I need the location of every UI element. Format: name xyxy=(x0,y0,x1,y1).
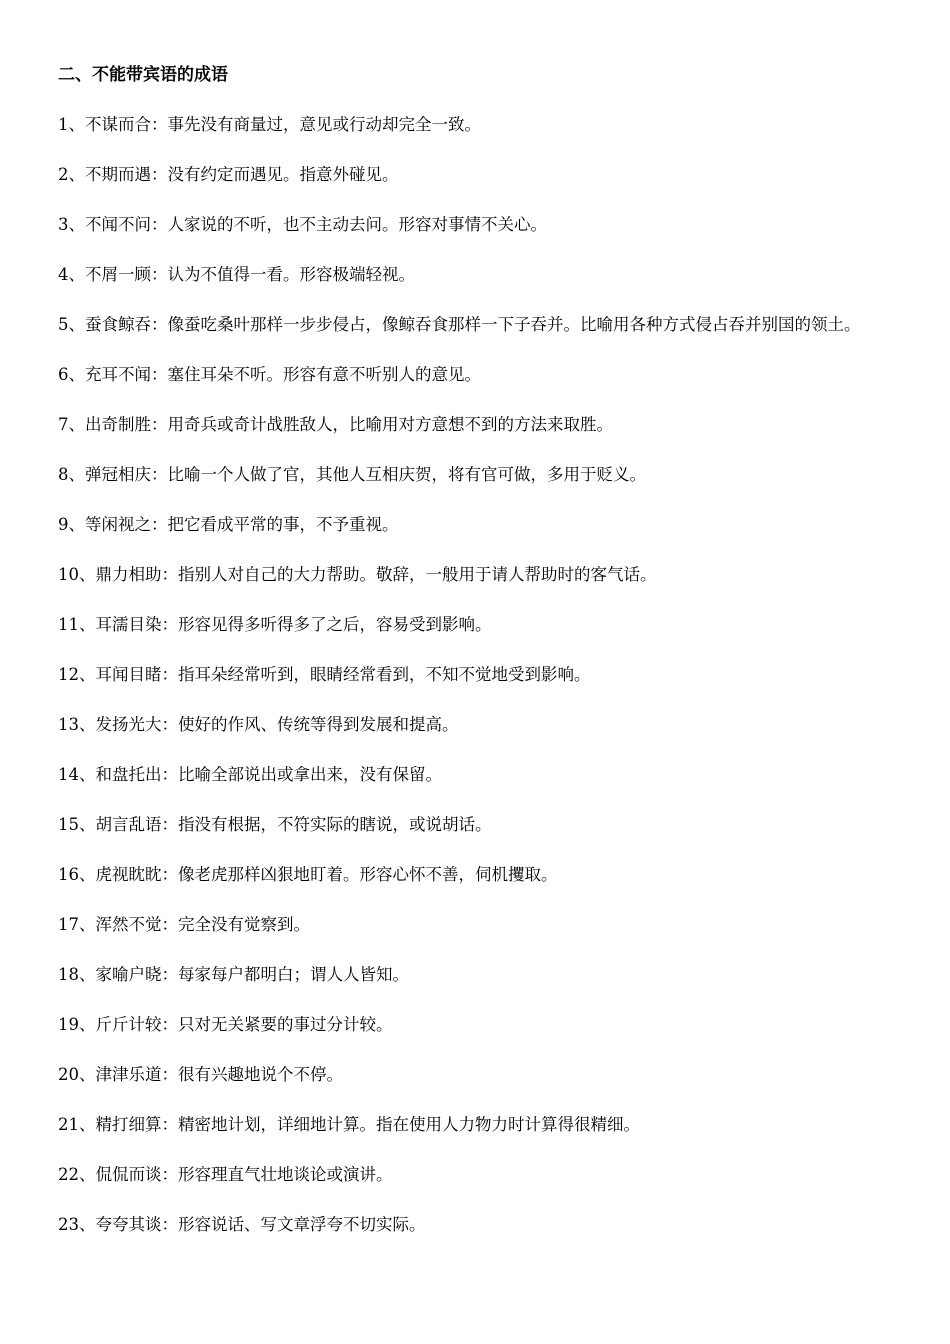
idiom-entry: 19、斤斤计较：只对无关紧要的事过分计较。 xyxy=(58,1015,393,1034)
idiom-entry: 1、不谋而合：事先没有商量过，意见或行动却完全一致。 xyxy=(58,115,481,134)
idiom-entry: 5、蚕食鲸吞：像蚕吃桑叶那样一步步侵占，像鲸吞食那样一下子吞并。比喻用各种方式侵占吞并别国的领土。 xyxy=(58,315,861,334)
idiom-entry: 21、精打细算：精密地计划，详细地计算。指在使用人力物力时计算得很精细。 xyxy=(58,1115,640,1134)
idiom-entry: 15、胡言乱语：指没有根据，不符实际的瞎说，或说胡话。 xyxy=(58,815,492,834)
idiom-entry: 4、不屑一顾：认为不值得一看。形容极端轻视。 xyxy=(58,265,415,284)
idiom-entry: 2、不期而遇：没有约定而遇见。指意外碰见。 xyxy=(58,165,399,184)
idiom-list xyxy=(58,113,898,1263)
idiom-entry: 8、弹冠相庆：比喻一个人做了官，其他人互相庆贺，将有官可做，多用于贬义。 xyxy=(58,465,646,484)
idiom-entry: 17、浑然不觉：完全没有觉察到。 xyxy=(58,915,310,934)
idiom-entry: 13、发扬光大：使好的作风、传统等得到发展和提高。 xyxy=(58,715,459,734)
idiom-entry: 12、耳闻目睹：指耳朵经常听到，眼睛经常看到，不知不觉地受到影响。 xyxy=(58,665,591,684)
idiom-entry: 9、等闲视之：把它看成平常的事，不予重视。 xyxy=(58,515,399,534)
idiom-entry: 6、充耳不闻：塞住耳朵不听。形容有意不听别人的意见。 xyxy=(58,365,481,384)
idiom-entry: 3、不闻不问：人家说的不听，也不主动去问。形容对事情不关心。 xyxy=(58,215,547,234)
idiom-entry: 18、家喻户晓：每家每户都明白；谓人人皆知。 xyxy=(58,965,409,984)
idiom-entry: 16、虎视眈眈：像老虎那样凶狠地盯着。形容心怀不善，伺机攫取。 xyxy=(58,865,558,884)
idiom-entry: 14、和盘托出：比喻全部说出或拿出来，没有保留。 xyxy=(58,765,442,784)
section-heading: 二、不能带宾语的成语 xyxy=(58,65,228,85)
idiom-entry: 7、出奇制胜：用奇兵或奇计战胜敌人，比喻用对方意想不到的方法来取胜。 xyxy=(58,415,613,434)
idiom-entry: 22、侃侃而谈：形容理直气壮地谈论或演讲。 xyxy=(58,1165,393,1184)
idiom-entry: 11、耳濡目染：形容见得多听得多了之后，容易受到影响。 xyxy=(58,615,492,634)
idiom-entry: 10、鼎力相助：指别人对自己的大力帮助。敬辞，一般用于请人帮助时的客气话。 xyxy=(58,565,657,584)
idiom-entry: 23、夸夸其谈：形容说话、写文章浮夸不切实际。 xyxy=(58,1215,426,1234)
idiom-entry: 20、津津乐道：很有兴趣地说个不停。 xyxy=(58,1065,343,1084)
